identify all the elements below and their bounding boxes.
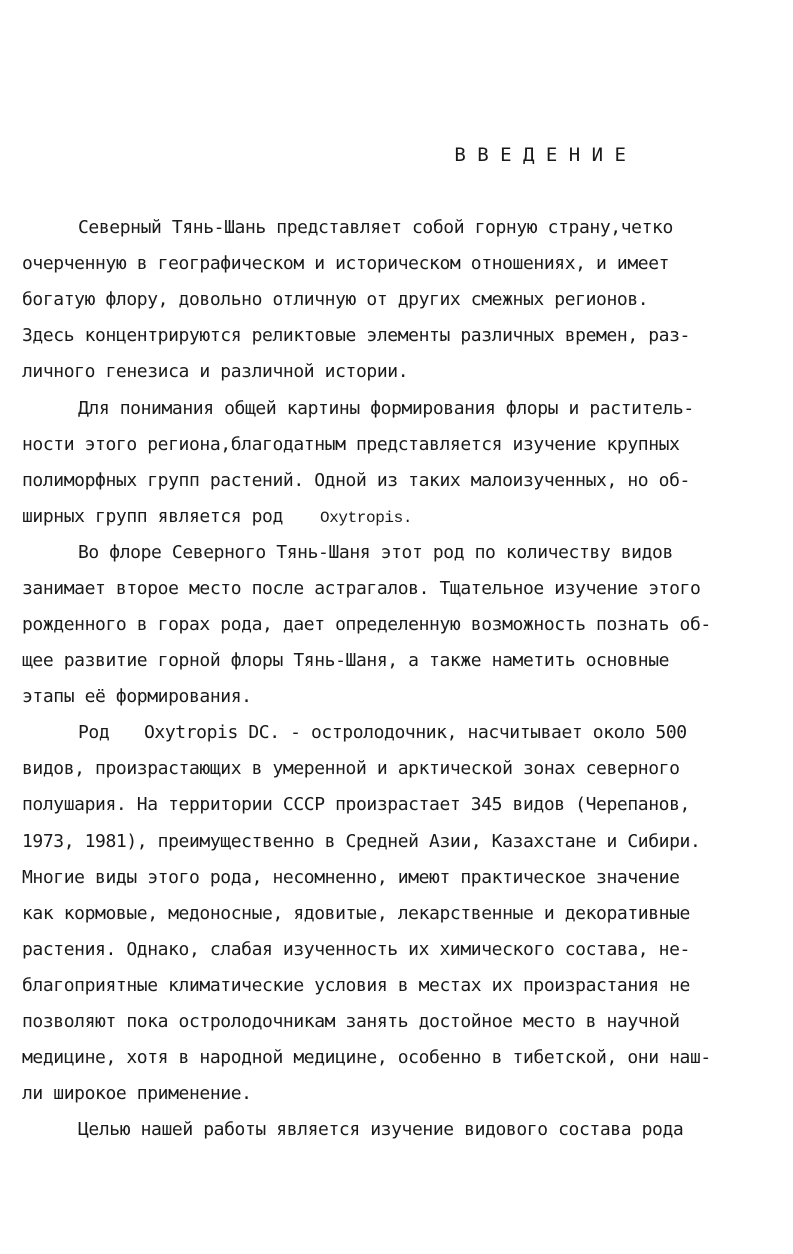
- text-line: Многие виды этого рода, несомненно, имеют практическое значение: [22, 867, 680, 888]
- text-line: богатую флору, довольно отличную от других смежных регионов.: [22, 289, 649, 310]
- text-line: ли широкое применение.: [22, 1083, 252, 1104]
- text-line: рожденного в горах рода, дает определенную возможность познать об-: [22, 614, 711, 635]
- text-line: Здесь концентрируются реликтовые элементы различных времен, раз-: [22, 325, 690, 346]
- page-title: В В Е Д Е Н И Е: [454, 144, 626, 166]
- text-line: медицине, хотя в народной медицине, особенно в тибетской, они наш-: [22, 1047, 711, 1068]
- text-line: Целью нашей работы является изучение видового состава рода: [78, 1119, 684, 1140]
- text-line: позволяют пока остролодочникам занять достойное место в научной: [22, 1011, 680, 1032]
- text-line: Во флоре Северного Тянь-Шаня этот род по количеству видов: [78, 542, 673, 563]
- text-line: Oxytropis DC. - остролодочник, насчитывает около 500: [144, 722, 687, 743]
- text-line: растения. Однако, слабая изученность их химического состава, не-: [22, 939, 690, 960]
- text-line: 1973, 1981), преимущественно в Средней Азии, Казахстане и Сибири.: [22, 831, 701, 852]
- text-line: полиморфных групп растений. Одной из таких малоизученных, но об-: [22, 470, 690, 491]
- text-line: занимает второе место после астрагалов. Тщательное изучение этого: [22, 578, 701, 599]
- text-line: ности этого региона,благодатным представляется изучение крупных: [22, 434, 680, 455]
- text-line: Для понимания общей картины формирования флоры и раститель-: [78, 398, 694, 419]
- text-line: этапы её формирования.: [22, 686, 252, 707]
- text-line: Род: [78, 722, 110, 743]
- text-line: видов, произрастающих в умеренной и арктической зонах северного: [22, 758, 680, 779]
- text-line: ширных групп является род: [22, 506, 283, 527]
- text-line: как кормовые, медоносные, ядовитые, лекарственные и декоративные: [22, 903, 690, 924]
- text-line: щее развитие горной флоры Тянь-Шаня, а также наметить основные: [22, 650, 670, 671]
- text-line: полушария. На территории СССР произрастает 345 видов (Черепанов,: [22, 794, 690, 815]
- text-line-latin: Oxytropis.: [320, 509, 413, 527]
- text-line: благоприятные климатические условия в местах их произрастания не: [22, 975, 690, 996]
- text-line: очерченную в географическом и историческом отношениях, и имеет: [22, 253, 670, 274]
- text-line: Северный Тянь-Шань представляет собой горную страну,четко: [78, 217, 673, 238]
- text-line: личного генезиса и различной истории.: [22, 361, 409, 382]
